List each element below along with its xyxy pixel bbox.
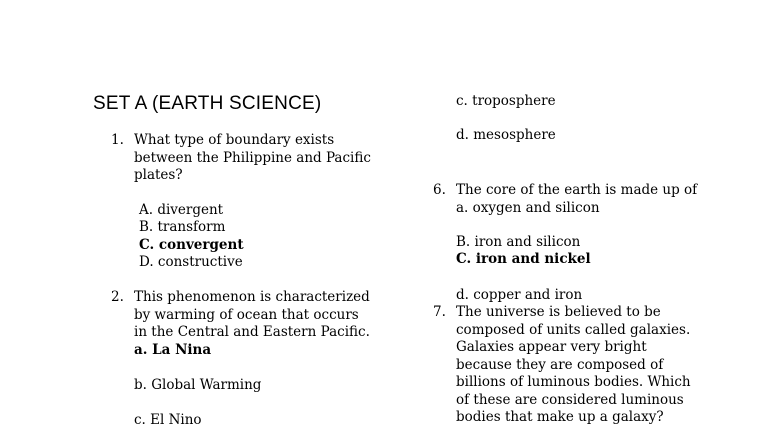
question-text-line: of these are considered luminous	[456, 391, 684, 408]
answer-choice: c. troposphere	[456, 93, 556, 109]
question-text-line: The core of the earth is made up of	[456, 182, 698, 198]
answer-choice: d. mesosphere	[456, 127, 556, 143]
slide-title: SET A (EARTH SCIENCE)	[93, 93, 322, 114]
question-text-line: bodies that make up a galaxy?	[456, 409, 664, 425]
question-text-line: plates?	[134, 167, 183, 183]
answer-choice: A. divergent	[139, 201, 224, 218]
correct-answer-choice: a. La Nina	[134, 341, 212, 358]
answer-choice: b. Global Warming	[134, 376, 262, 393]
question-text-line: by warming of ocean that occurs	[134, 306, 359, 323]
question-number: 7.	[433, 304, 446, 320]
question-number: 2.	[111, 289, 124, 305]
correct-answer-choice: C. iron and nickel	[456, 251, 591, 267]
question-text-line: between the Philippine and Pacific	[134, 149, 371, 166]
question-text-line: in the Central and Eastern Pacific.	[134, 324, 370, 340]
question-text-line: Galaxies appear very bright	[456, 339, 647, 355]
answer-choice: d. copper and iron	[456, 286, 583, 303]
question-number: 6.	[433, 182, 446, 198]
question-text-line: composed of units called galaxies.	[456, 321, 691, 338]
question-text-line: This phenomenon is characterized	[134, 289, 370, 305]
question-text-line: The universe is believed to be	[456, 304, 661, 320]
answer-choice: B. transform	[139, 219, 226, 235]
answer-choice: B. iron and silicon	[456, 233, 581, 250]
question-number: 1.	[111, 132, 124, 148]
answer-choice: D. constructive	[139, 254, 243, 270]
question-text-line: because they are composed of	[456, 356, 664, 373]
answer-choice: a. oxygen and silicon	[456, 199, 600, 216]
question-text-line: billions of luminous bodies. Which	[456, 374, 691, 390]
answer-choice: c. El Nino	[134, 411, 202, 428]
correct-answer-choice: C. convergent	[139, 236, 244, 253]
question-text-line: What type of boundary exists	[134, 132, 335, 148]
